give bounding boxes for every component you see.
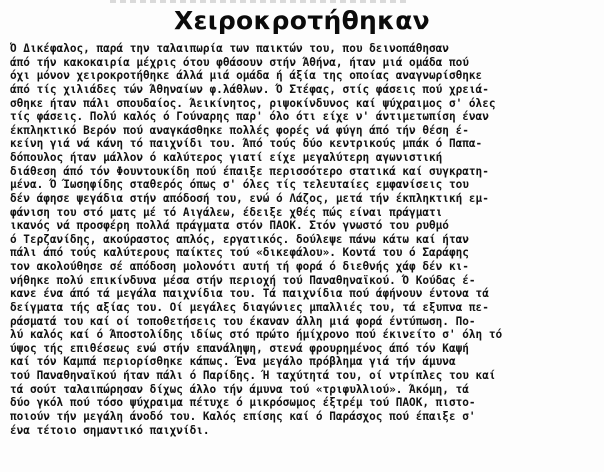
- article-line: δείγματα τής αξίας του. Οί μεγάλες διαγώνιες μπαλλιές του, τά εξυπνα πε-: [10, 300, 489, 314]
- article-line: πάλι άπό τούς καλύτερους παίκτες τού «δικεφάλου». Κοντά του ό Σαράφης: [10, 246, 469, 260]
- article-line: σθηκε ήταν πάλι σπουδαίος. Άεικίνητος, ριψοκίνδυνος καί ψύχραιμος σ' όλες: [10, 96, 496, 110]
- article-line: κανε ένα άπό τά μεγάλα παιχνίδια του. Τά παιχνίδια πού άφήνουν έντονα τά: [10, 287, 489, 301]
- article-line: ό Τερζανίδης, ακούραστος απλός, εργατικός. δούλεψε πάνω κάτω καί ήταν: [10, 232, 469, 246]
- article-line: μένα. Ό Ίωσηφίδης σταθερός όπως σ' όλες τίς τελευταίες εμφανίσεις του: [10, 178, 469, 192]
- article-line: Ό Δικέφαλος, παρά την ταλαιπωρία των παικτών του, που δεινοπάθησαν: [10, 42, 449, 55]
- article-line: φάνιση του στό ματς μέ τό Αιγάλεω, έδειξε χθές πώς είναι πράγματι: [10, 205, 443, 219]
- article-line: άπό τίς χιλιάδες τών Άθηναίων φ.λάθλων. Ό Στέφας, στίς φάσεις πού χρειά-: [10, 82, 489, 96]
- article-line: διάθεση άπό τόν Φουντουκίδη πού έπαιξε περισσότερο στατικά καί συγκρατη-: [10, 164, 489, 178]
- article-line: ένα τέτοιο σημαντικό παιχνίδι.: [10, 423, 210, 437]
- article-line: τον ακολούθησε σέ απόδοση μολονότι αυτή τή φορά ό διεθνής χάφ δέν κι-: [10, 260, 469, 273]
- article-line: τίς φάσεις. Πολύ καλός ό Γούναρης παρ' όλο ότι είχε ν' άντιμετωπίση έναν: [10, 110, 489, 124]
- article-line: καί τόν Καμπά περιορίσθηκε κάπως. Ένα μεγάλο πρόβλημα γιά τήν άμυνα: [10, 355, 456, 369]
- article-line: έκπληκτικό Βερόν πού αναγκάσθηκε πολλές φορές νά φύγη άπό τήν θέση έ-: [10, 123, 469, 137]
- article-line: δέν άφησε ψεγάδια στήν απόδοσή του, ενώ ό Λάζος, μετά τήν έκπληκτική εμ-: [10, 191, 489, 205]
- article-line: ικανός νά προσφέρη πολλά πράγματα στόν ΠΑΟΚ. Στόν γνωστό του ρυθμό: [10, 219, 449, 233]
- article-line: τού Παναθηναϊκού ήταν πάλι ό Παρίδης. Ή ταχύτητά του, οί ντρίπλες του καί: [10, 369, 496, 382]
- article-line: ύψος τής επιθέσεως ενώ στήν επανάληψη, στενά φρουρημένος άπό τόν Καψή: [10, 341, 469, 355]
- article-headline: Χειροκροτήθηκαν: [173, 6, 431, 35]
- article-line: άπό τήν κακοκαιρία μέχρις ότου φθάσουν στήν Άθήνα, ήταν μιά ομάδα πού: [10, 55, 469, 69]
- article-line: κείνη γιά νά κάνη τό παιχνίδι του. Άπό τούς δύο κεντρικούς μπάκ ό Παπα-: [10, 137, 483, 151]
- cropped-text-strip: [110, 0, 410, 3]
- article-line: ποιούν τήν μεγάλη άνοδό του. Καλός επίσης καί ό Παράσχος πού έπαιξε σ': [10, 409, 476, 423]
- article-line: ράσματά του καί οί τοποθετήσεις του έκαναν άλλη μιά φορά έντύπωση. Πο-: [10, 314, 476, 328]
- article-body: [10, 42, 594, 437]
- article-line: δόπουλος ήταν μάλλον ό καλύτερος γιατί είχε μεγαλύτερη αγωνιστική: [10, 151, 443, 164]
- article-line: λύ καλός καί ό Άποστολίδης ιδίως στό πρώτο ήμίχρονο πού έκινείτο σ' όλη τό: [10, 328, 503, 342]
- article-line: τά σούτ ταλαιπώρησαν δίχως άλλο τήν άμυνα τού «τριφυλλιού». Άκόμη, τά: [10, 382, 469, 396]
- article-line: νήθηκε πολύ επικίνδυνα μέσα στήν περιοχή τού Παναθηναϊκού. Ό Κούδας έ-: [10, 273, 476, 287]
- article-line: όχι μόνον χειροκροτήθηκε άλλά μιά ομάδα ή άξία της οποίας αναγνωρίσθηκε: [10, 69, 483, 83]
- article-line: δύο γκόλ πού τόσο ψύχραιμα πέτυχε ό μικρόσωμος έξτρέμ τού ΠΑΟΚ, πιστο-: [10, 396, 476, 410]
